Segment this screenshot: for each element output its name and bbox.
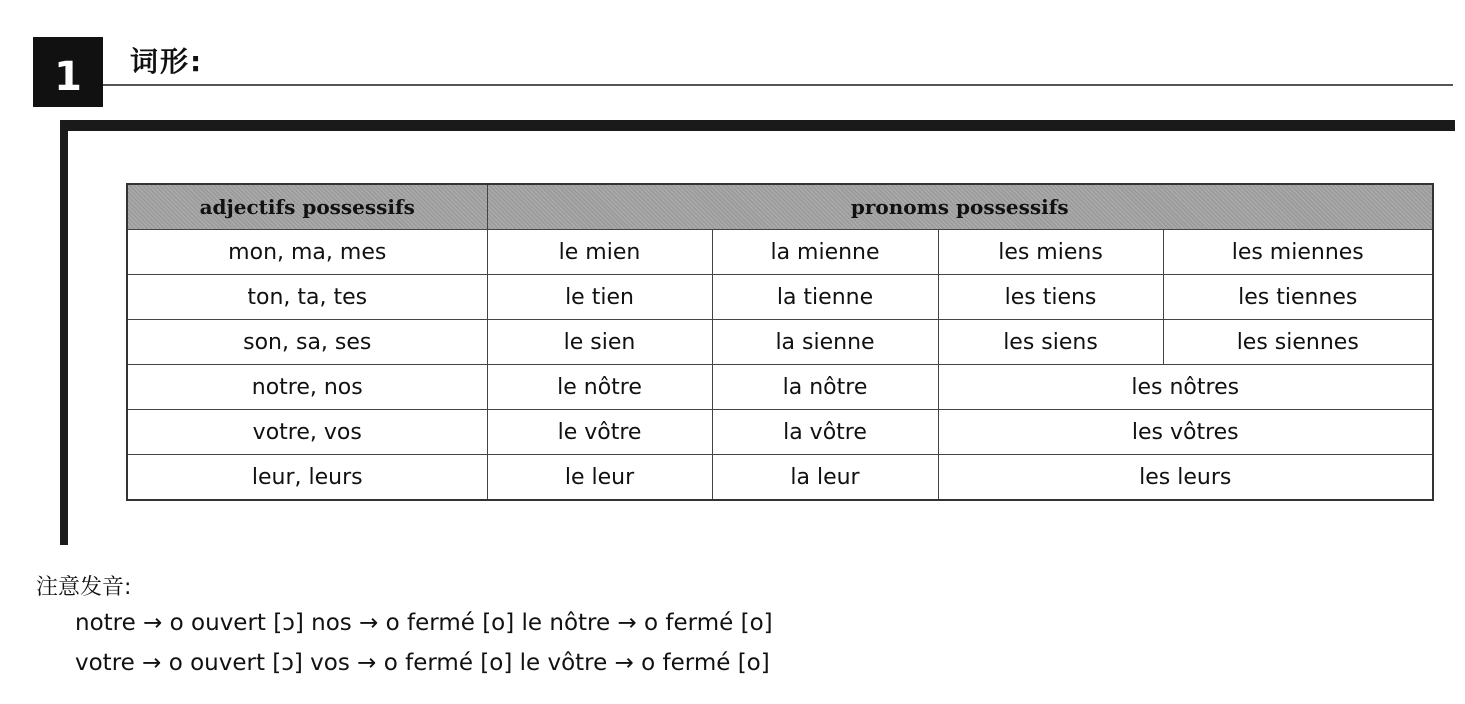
table-row <box>127 230 1433 275</box>
section-number-badge: 1 <box>33 37 103 107</box>
adjective-cell: son, sa, ses <box>127 320 487 365</box>
frame-top-border <box>60 120 1455 131</box>
adjective-cell: mon, ma, mes <box>127 230 487 275</box>
table-row <box>127 320 1433 365</box>
table-row <box>127 275 1433 320</box>
frame-left-border <box>60 120 68 545</box>
pronoun-cell: les miennes <box>1163 230 1433 275</box>
table-row <box>127 410 1433 455</box>
pronoun-cell: la sienne <box>712 320 938 365</box>
pronoun-cell: le nôtre <box>487 365 712 410</box>
pronunciation-note-line: votre → o ouvert [ɔ] vos → o fermé [o] le vôtre → o fermé [o] <box>75 650 770 676</box>
adjective-cell: votre, vos <box>127 410 487 455</box>
header-pronoms: pronoms possessifs <box>487 184 1433 230</box>
pronoun-cell: les miens <box>938 230 1163 275</box>
possessives-table <box>126 183 1434 501</box>
header-adjectifs: adjectifs possessifs <box>127 184 487 230</box>
section-title: 词形: <box>130 45 204 78</box>
pronoun-cell-plural: les nôtres <box>938 365 1433 410</box>
adjective-cell: notre, nos <box>127 365 487 410</box>
pronoun-cell: la nôtre <box>712 365 938 410</box>
pronoun-cell: le sien <box>487 320 712 365</box>
pronoun-cell: la leur <box>712 455 938 501</box>
pronoun-cell: les siens <box>938 320 1163 365</box>
title-underline <box>103 84 1453 86</box>
pronoun-cell: les tiens <box>938 275 1163 320</box>
pronoun-cell: le leur <box>487 455 712 501</box>
pronunciation-note-line: notre → o ouvert [ɔ] nos → o fermé [o] le nôtre → o fermé [o] <box>75 610 773 636</box>
adjective-cell: ton, ta, tes <box>127 275 487 320</box>
pronoun-cell: le vôtre <box>487 410 712 455</box>
pronoun-cell-plural: les vôtres <box>938 410 1433 455</box>
table-row <box>127 455 1433 501</box>
adjective-cell: leur, leurs <box>127 455 487 501</box>
pronunciation-note-heading: 注意发音: <box>36 575 132 600</box>
pronoun-cell: les tiennes <box>1163 275 1433 320</box>
table-header-row <box>127 184 1433 230</box>
table-row <box>127 365 1433 410</box>
pronoun-cell: le mien <box>487 230 712 275</box>
pronoun-cell: la mienne <box>712 230 938 275</box>
pronoun-cell: le tien <box>487 275 712 320</box>
pronoun-cell: la vôtre <box>712 410 938 455</box>
pronoun-cell-plural: les leurs <box>938 455 1433 501</box>
pronoun-cell: les siennes <box>1163 320 1433 365</box>
pronoun-cell: la tienne <box>712 275 938 320</box>
